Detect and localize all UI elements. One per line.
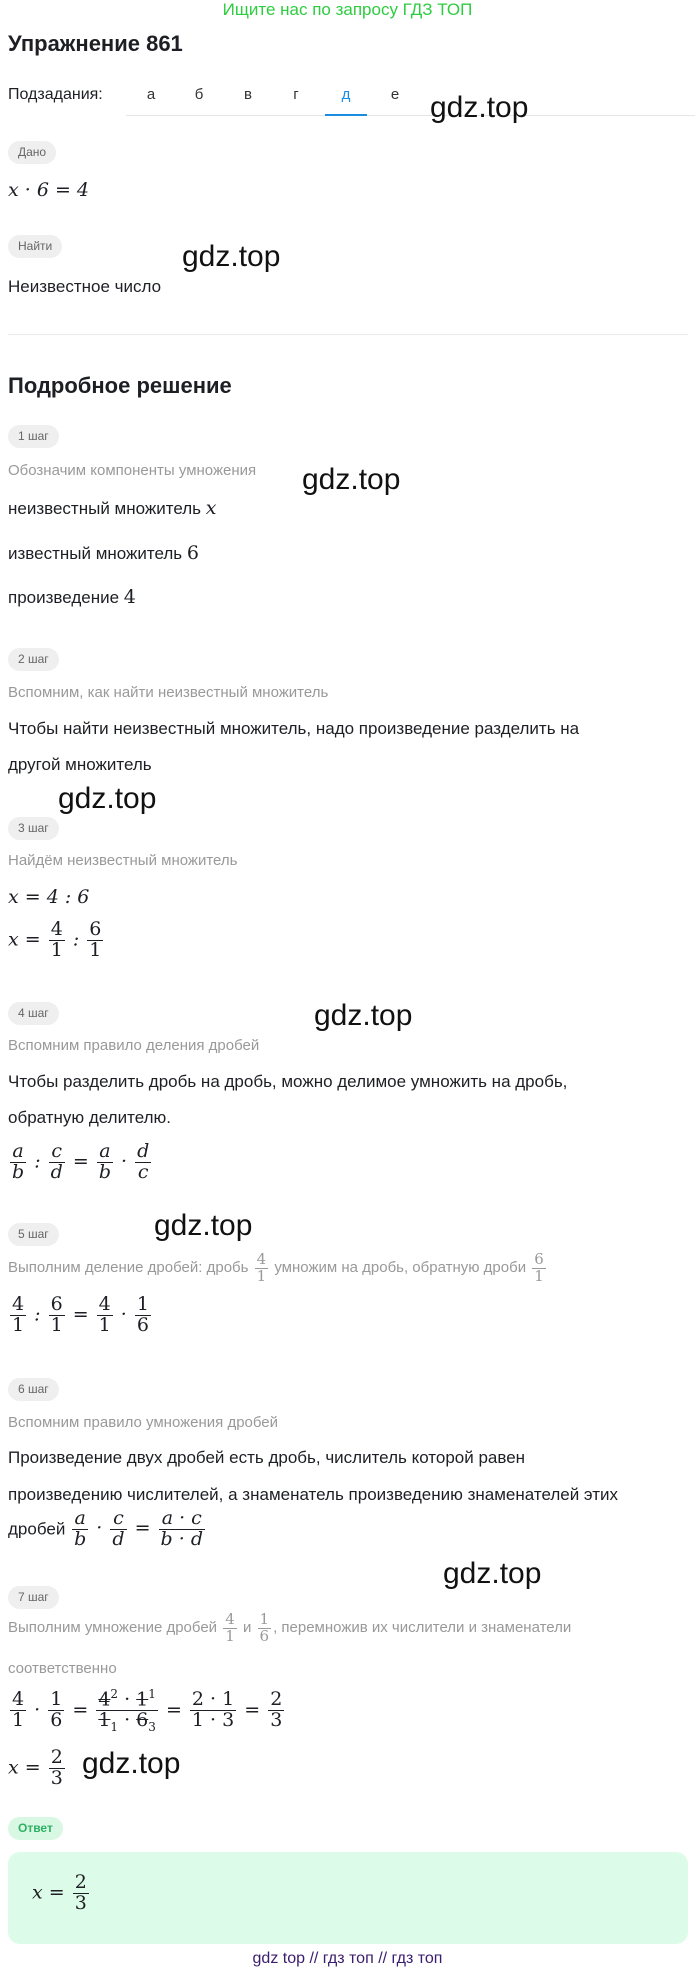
subtasks-label: Подзадания: xyxy=(8,86,103,103)
footer-links[interactable]: gdz top // гдз топ // гдз топ xyxy=(252,1950,443,1967)
step-1-line-1-text: неизвестный множитель xyxy=(8,499,202,518)
step-5-hint-a: Выполним деление дробей: дробь xyxy=(8,1259,249,1277)
tab-e[interactable]: е xyxy=(390,86,400,103)
step-6-text-b: произведению числителей, а знаменатель произведению знаменателей этих xyxy=(8,1485,619,1504)
step-1-badge: 1 шаг xyxy=(8,425,59,448)
step-2-text-b: другой множитель xyxy=(8,755,152,774)
step-3-expr-1: x = 4 : 6 xyxy=(8,886,90,908)
step-4-formula: $\frac{a}{b}$ : $\frac{c}{d}$ = $\frac{a}{b}$ · $\frac{d}{c}$ xyxy=(12,1140,150,1183)
tab-a[interactable]: а xyxy=(146,86,156,103)
step-6-text-a: Произведение двух дробей есть дробь, числитель которой равен xyxy=(8,1448,526,1467)
step-1-line-3 xyxy=(8,586,136,608)
subtasks-tabs xyxy=(126,84,695,116)
step-5-formula: $\frac{4}{1}$ : $\frac{6}{1}$ = $\frac{4}{1}$ · $\frac{1}{6}$ xyxy=(12,1293,149,1336)
watermark: gdz.top xyxy=(302,463,401,496)
step-5-badge: 5 шаг xyxy=(8,1223,59,1246)
watermark: gdz.top xyxy=(58,782,157,815)
tab-b[interactable]: б xyxy=(194,86,204,103)
watermark: gdz.top xyxy=(82,1747,181,1780)
step-2-text-a: Чтобы найти неизвестный множитель, надо произведение разделить на xyxy=(8,719,580,738)
step-1-line-2 xyxy=(8,542,199,564)
step-7-hint-a: Выполним умножение дробей xyxy=(8,1619,218,1637)
step-3-badge: 3 шаг xyxy=(8,817,59,840)
step-5-hint-b: умножим на дробь, обратную дроби xyxy=(274,1259,527,1277)
step-7-badge: 7 шаг xyxy=(8,1586,59,1609)
step-4-hint: Вспомним правило деления дробей xyxy=(8,1037,260,1054)
step-7-hint-b: , перемножив их числители и знаменатели xyxy=(273,1619,572,1637)
step-1-hint: Обозначим компоненты умножения xyxy=(8,462,257,479)
step-2-badge: 2 шаг xyxy=(8,648,59,671)
answer-box xyxy=(8,1852,688,1944)
solution-title: Подробное решение xyxy=(8,373,232,398)
find-badge: Найти xyxy=(8,235,62,258)
step-4-text-a: Чтобы разделить дробь на дробь, можно делимое умножить на дробь, xyxy=(8,1072,568,1091)
watermark: gdz.top xyxy=(154,1209,253,1242)
step-6-badge: 6 шаг xyxy=(8,1378,59,1401)
step-1-line-1 xyxy=(8,497,216,519)
watermark: gdz.top xyxy=(182,240,281,273)
step-1-line-3-math: 4 xyxy=(123,586,136,608)
step-1-line-2-text: известный множитель xyxy=(8,544,183,563)
tab-v[interactable]: в xyxy=(244,86,252,103)
given-expression: x · 6 = 4 xyxy=(8,179,90,201)
find-text: Неизвестное число xyxy=(8,277,162,296)
step-2-hint: Вспомним, как найти неизвестный множитель xyxy=(8,684,329,701)
step-7-hint-and: и xyxy=(242,1619,252,1637)
step-7-formula: $\frac{4}{1}$ · $\frac{1}{6}$ = $\frac{4^2 \cdot 1^1}{1_1 \cdot 6_3}$ = $\frac{2 \cdot 1}{1 \cdot 3}$ = $\frac{2}{3}$ xyxy=(12,1687,283,1735)
step-7-hint: Выполним умножение дробей $\frac{4}{1}$ и $\frac{1}{6}$ , перемножив их числители и знаменатели xyxy=(8,1610,572,1645)
given-badge: Дано xyxy=(8,141,56,164)
watermark: gdz.top xyxy=(443,1557,542,1590)
search-banner[interactable]: Ищите нас по запросу ГДЗ ТОП xyxy=(222,0,473,19)
step-5-hint: Выполним деление дробей: дробь $\frac{4}{1}$ умножим на дробь, обратную дроби $\frac{6}{1}$ xyxy=(8,1250,544,1285)
divider xyxy=(8,334,688,335)
step-1-line-2-math: 6 xyxy=(186,542,199,564)
step-3-hint: Найдём неизвестный множитель xyxy=(8,852,238,869)
tab-g[interactable]: г xyxy=(293,86,299,103)
watermark: gdz.top xyxy=(430,91,529,124)
step-7-result: x = $\frac{2}{3}$ xyxy=(8,1746,63,1789)
tab-d[interactable]: д xyxy=(325,84,367,116)
answer-expression: x = $\frac{2}{3}$ xyxy=(32,1871,87,1914)
page-title: Упражнение 861 xyxy=(8,31,183,56)
step-1-line-3-text: произведение xyxy=(8,588,120,607)
step-3-expr-2: x = $\frac{4}{1}$ : $\frac{6}{1}$ xyxy=(8,918,102,961)
step-4-text-b: обратную делителю. xyxy=(8,1108,171,1127)
step-4-badge: 4 шаг xyxy=(8,1002,59,1025)
step-1-line-1-math: x xyxy=(205,497,217,519)
step-6-text-c-line: дробей $\frac{a}{b}$ · $\frac{c}{d}$ = $\frac{a \cdot c}{b \cdot d}$ xyxy=(8,1507,203,1550)
step-6-hint: Вспомним правило умножения дробей xyxy=(8,1414,279,1431)
watermark: gdz.top xyxy=(314,999,413,1032)
answer-badge: Ответ xyxy=(8,1817,63,1840)
step-7-hint-c: соответственно xyxy=(8,1660,117,1677)
step-6-text-c: дробей xyxy=(8,1519,66,1539)
